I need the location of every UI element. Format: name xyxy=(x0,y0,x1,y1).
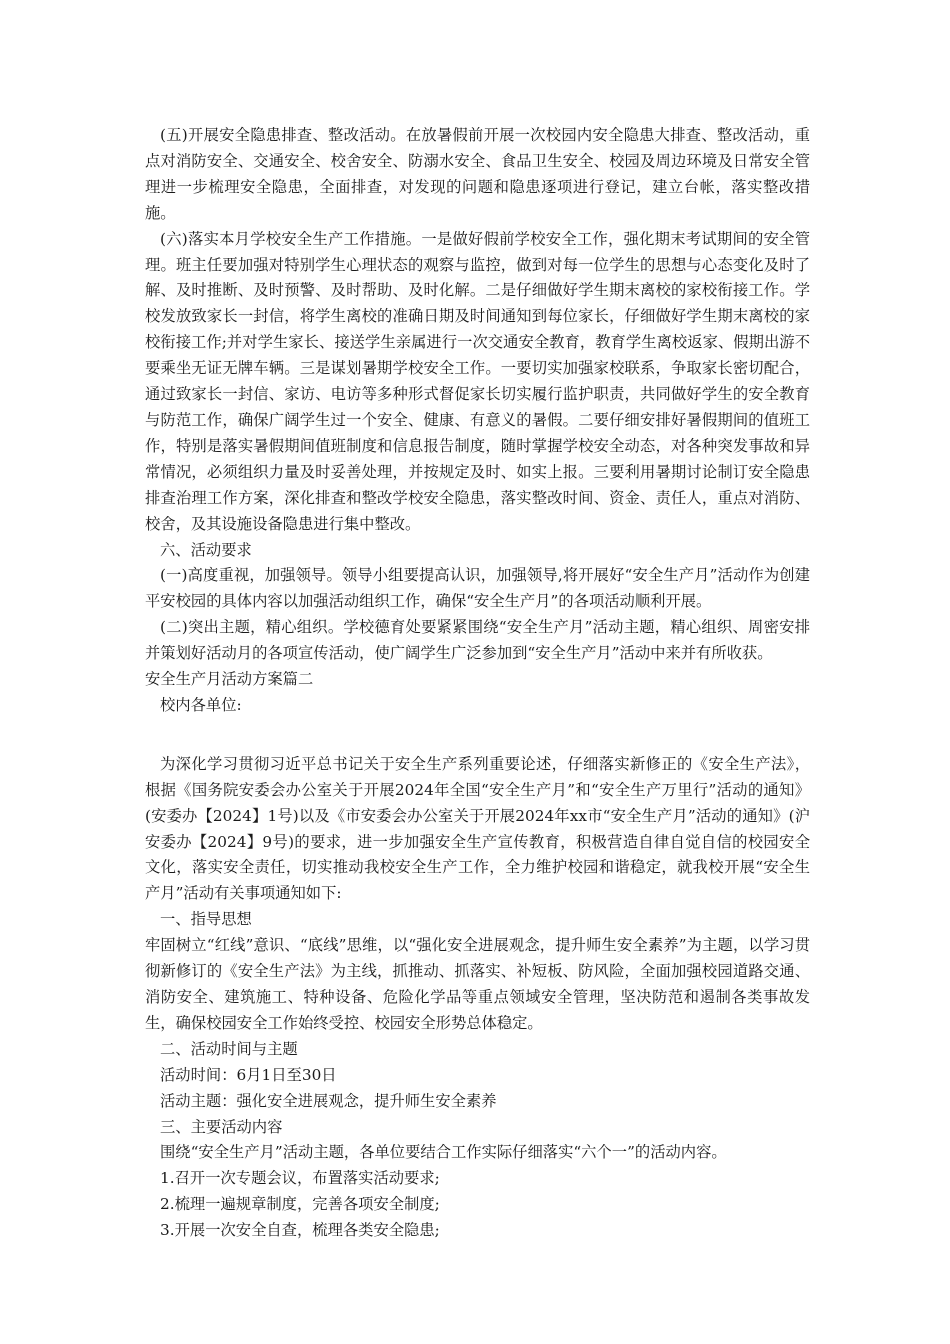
list-item: 1.召开一次专题会议，布置落实活动要求; xyxy=(160,1169,440,1188)
activity-theme: 活动主题：强化安全进展观念，提升师生安全素养 xyxy=(160,1091,497,1110)
paragraph-guiding-thought: 牢固树立“红线”意识、“底线”思维，以“强化安全进展观念，提升师生安全素养”为主题，以学习贯彻新修订的《安全生产法》为主线，抓推动、抓落实、补短板、防风险，全面加强校园道路交通、消防安全、建筑施工、特种设备、危险化学品等重点领域安全管理，坚决防范和遏制各类事故发生，确保校园安全工作始终受控、校园安全形势总体稳定。 xyxy=(145,936,810,1032)
document-page xyxy=(145,123,810,1244)
salutation: 校内各单位: xyxy=(160,695,242,714)
paragraph-leadership: (一)高度重视，加强领导。领导小组要提高认识，加强领导,将开展好“安全生产月”活动作为创建平安校园的具体内容以加强活动组织工作，确保“安全生产月”的各项活动顺利开展。 xyxy=(145,566,810,611)
paragraph-hazard-inspection: (五)开展安全隐患排查、整改活动。在放暑假前开展一次校园内安全隐患大排查、整改活动，重点对消防安全、交通安全、校舍安全、防溺水安全、食品卫生安全、校园及周边环境及日常安全管理进一步梳理安全隐患，全面排查，对发现的问题和隐患逐项进行登记，建立台帐，落实整改措施。 xyxy=(145,126,810,222)
section-heading-time-theme: 二、活动时间与主题 xyxy=(160,1039,298,1058)
paragraph-theme-organization: (二)突出主题，精心组织。学校德育处要紧紧围绕“安全生产月”活动主题，精心组织、周密安排并策划好活动月的各项宣传活动，使广阔学生广泛参加到“安全生产月”活动中来并有所收获。 xyxy=(145,618,810,663)
list-item: 3.开展一次安全自查，梳理各类安全隐患; xyxy=(160,1221,440,1240)
section-heading-main-content: 三、主要活动内容 xyxy=(160,1117,283,1136)
list-item: 2.梳理一遍规章制度，完善各项安全制度; xyxy=(160,1195,440,1214)
plan-title-part-two: 安全生产月活动方案篇二 xyxy=(145,670,314,689)
section-heading-requirements: 六、活动要求 xyxy=(160,540,252,559)
paragraph-six-ones: 围绕“安全生产月”活动主题，各单位要结合工作实际仔细落实“六个一”的活动内容。 xyxy=(160,1143,727,1162)
section-heading-guiding-thought: 一、指导思想 xyxy=(160,910,252,929)
paragraph-introduction: 为深化学习贯彻习近平总书记关于安全生产系列重要论述，仔细落实新修正的《安全生产法》，根据《国务院安委会办公室关于开展2024年全国“安全生产月”和“安全生产万里行”活动的通知》(安委办【2024】1号)以及《市安委会办公室关于开展2024年xx市“安全生产月”活动的通知》(沪安委办【2024】9号)的要求，进一步加强安全生产宣传教育，积极营造自律自觉自信的校园安全文化，落实安全责任，切实推动我校安全生产工作，全力维护校园和谐稳定，就我校开展“安全生产月”活动有关事项通知如下: xyxy=(145,754,810,903)
paragraph-monthly-measures: (六)落实本月学校安全生产工作措施。一是做好假前学校安全工作，强化期末考试期间的安全管理。班主任要加强对特别学生心理状态的观察与监控，做到对每一位学生的思想与心态变化及时了解、及时推断、及时预警、及时帮助、及时化解。二是仔细做好学生期末离校的家校衔接工作。学校发放致家长一封信，将学生离校的准确日期及时间通知到每位家长，仔细做好学生期末离校的家校衔接工作;并对学生家长、接送学生亲属进行一次交通安全教育，教育学生离校返家、假期出游不要乘坐无证无牌车辆。三是谋划暑期学校安全工作。一要切实加强家校联系，争取家长密切配合，通过致家长一封信、家访、电访等多种形式督促家长切实履行监护职责，共同做好学生的安全教育与防范工作，确保广阔学生过一个安全、健康、有意义的暑假。二要仔细安排好暑假期间的值班工作，特别是落实暑假期间值班制度和信息报告制度，随时掌握学校安全动态，对各种突发事故和异常情况，必须组织力量及时妥善处理，并按规定及时、如实上报。三要利用暑期讨论制订安全隐患排查治理工作方案，深化排查和整改学校安全隐患，落实整改时间、资金、责任人，重点对消防、校舍，及其设施设备隐患进行集中整改。 xyxy=(145,229,810,533)
activity-time: 活动时间：6月1日至30日 xyxy=(160,1065,337,1084)
blank-line xyxy=(145,719,810,752)
